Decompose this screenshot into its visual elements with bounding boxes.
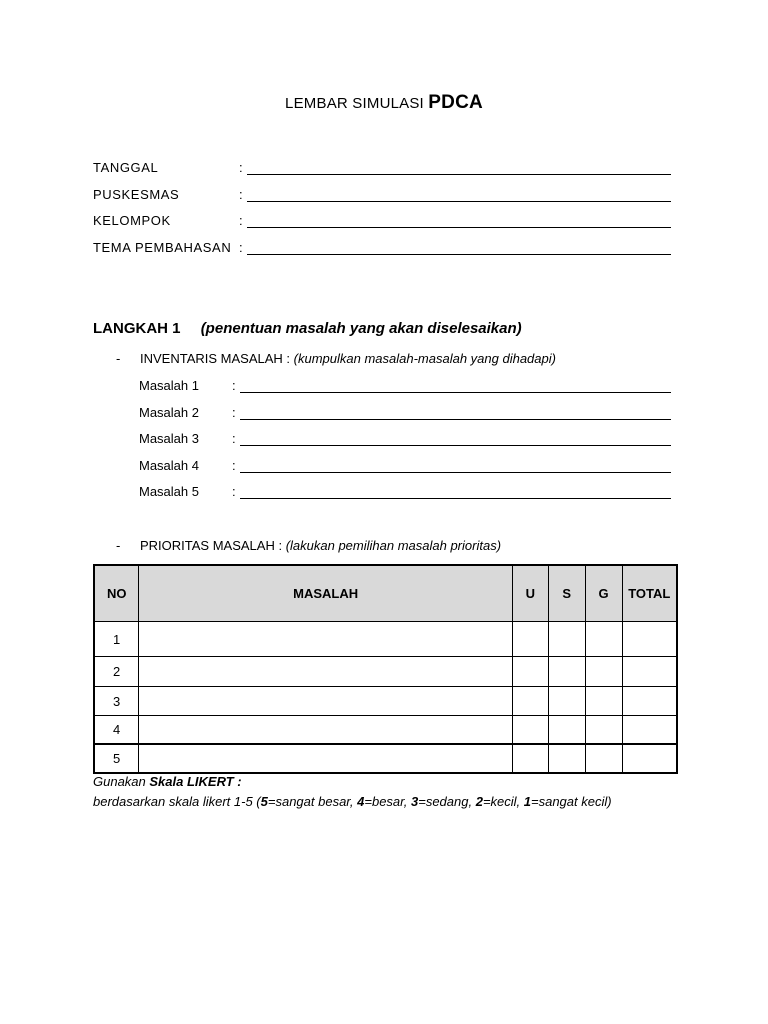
field-colon: : [232, 458, 236, 473]
bullet-dash: - [116, 351, 121, 366]
cell-u[interactable] [512, 716, 548, 745]
field-colon: : [239, 187, 243, 202]
table-header-row [94, 565, 677, 622]
likert-seg: 4 [357, 794, 365, 809]
step-title: LANGKAH 1 [93, 320, 181, 337]
likert-seg: =sangat kecil) [531, 794, 612, 809]
priority-table [93, 564, 678, 774]
likert-seg: =kecil, [482, 794, 524, 809]
cell-u[interactable] [512, 744, 548, 773]
bullet-dash: - [116, 538, 121, 553]
likert-seg: =sangat besar, [267, 794, 358, 809]
cell-total[interactable] [622, 657, 677, 687]
field-line[interactable] [247, 227, 671, 228]
cell-masalah[interactable] [139, 744, 513, 773]
cell-masalah[interactable] [139, 657, 513, 687]
inventaris-heading [116, 351, 556, 366]
masalah-line[interactable] [240, 472, 671, 473]
cell-masalah[interactable] [139, 716, 513, 745]
header-s: S [548, 565, 585, 622]
likert-note-prefix: Gunakan [93, 774, 150, 789]
masalah-label: Masalah 3 [139, 431, 199, 446]
field-colon: : [232, 431, 236, 446]
likert-note-title [93, 774, 242, 789]
masalah-label: Masalah 4 [139, 458, 199, 473]
likert-note-bold: Skala LIKERT : [149, 774, 242, 789]
table-row [94, 687, 677, 716]
cell-s[interactable] [548, 657, 585, 687]
cell-masalah[interactable] [139, 622, 513, 657]
field-colon: : [232, 378, 236, 393]
masalah-line[interactable] [240, 419, 671, 420]
cell-g[interactable] [585, 744, 622, 773]
masalah-label: Masalah 2 [139, 405, 199, 420]
row-number: 5 [94, 744, 139, 773]
row-number: 1 [94, 622, 139, 657]
cell-u[interactable] [512, 622, 548, 657]
masalah-line[interactable] [240, 445, 671, 446]
cell-total[interactable] [622, 622, 677, 657]
step-subtitle: (penentuan masalah yang akan diselesaikan) [200, 320, 522, 337]
field-label: TEMA PEMBAHASAN [93, 240, 232, 255]
cell-total[interactable] [622, 716, 677, 745]
cell-g[interactable] [585, 622, 622, 657]
table-row [94, 744, 677, 773]
likert-seg: 2 [475, 794, 483, 809]
cell-total[interactable] [622, 744, 677, 773]
masalah-label: Masalah 1 [139, 378, 199, 393]
cell-g[interactable] [585, 687, 622, 716]
field-label: TANGGAL [93, 160, 159, 175]
row-number: 4 [94, 716, 139, 745]
field-colon: : [232, 405, 236, 420]
field-colon: : [239, 240, 243, 255]
table-row [94, 716, 677, 745]
table-row [94, 657, 677, 687]
masalah-label: Masalah 5 [139, 484, 199, 499]
header-masalah: MASALAH [139, 565, 513, 622]
table-row [94, 622, 677, 657]
cell-u[interactable] [512, 657, 548, 687]
field-label: PUSKESMAS [93, 187, 180, 202]
prioritas-label: PRIORITAS MASALAH : [140, 538, 283, 553]
field-line[interactable] [247, 201, 671, 202]
likert-seg: =sedang, [418, 794, 476, 809]
row-number: 3 [94, 687, 139, 716]
prioritas-hint: (lakukan pemilihan masalah prioritas) [285, 538, 502, 553]
field-colon: : [232, 484, 236, 499]
row-number: 2 [94, 657, 139, 687]
prioritas-heading [116, 538, 501, 553]
masalah-line[interactable] [240, 498, 671, 499]
header-g: G [585, 565, 622, 622]
page-title [0, 92, 768, 114]
likert-seg: 5 [260, 794, 268, 809]
field-line[interactable] [247, 174, 671, 175]
cell-u[interactable] [512, 687, 548, 716]
likert-seg: berdasarkan skala likert 1-5 ( [93, 794, 261, 809]
field-colon: : [239, 160, 243, 175]
title-main: PDCA [428, 92, 483, 113]
likert-seg: 1 [523, 794, 531, 809]
header-no: NO [94, 565, 139, 622]
cell-g[interactable] [585, 657, 622, 687]
cell-s[interactable] [548, 716, 585, 745]
cell-g[interactable] [585, 716, 622, 745]
likert-note-scale [93, 794, 612, 809]
inventaris-hint: (kumpulkan masalah-masalah yang dihadapi) [293, 351, 556, 366]
masalah-line[interactable] [240, 392, 671, 393]
cell-total[interactable] [622, 687, 677, 716]
cell-s[interactable] [548, 622, 585, 657]
cell-masalah[interactable] [139, 687, 513, 716]
header-total: TOTAL [622, 565, 677, 622]
likert-seg: =besar, [364, 794, 411, 809]
step-heading [93, 320, 522, 337]
field-line[interactable] [247, 254, 671, 255]
likert-seg: 3 [411, 794, 419, 809]
header-u: U [512, 565, 548, 622]
inventaris-label: INVENTARIS MASALAH : [140, 351, 291, 366]
cell-s[interactable] [548, 744, 585, 773]
cell-s[interactable] [548, 687, 585, 716]
title-prefix: LEMBAR SIMULASI [285, 95, 424, 112]
field-label: KELOMPOK [93, 213, 171, 228]
field-colon: : [239, 213, 243, 228]
